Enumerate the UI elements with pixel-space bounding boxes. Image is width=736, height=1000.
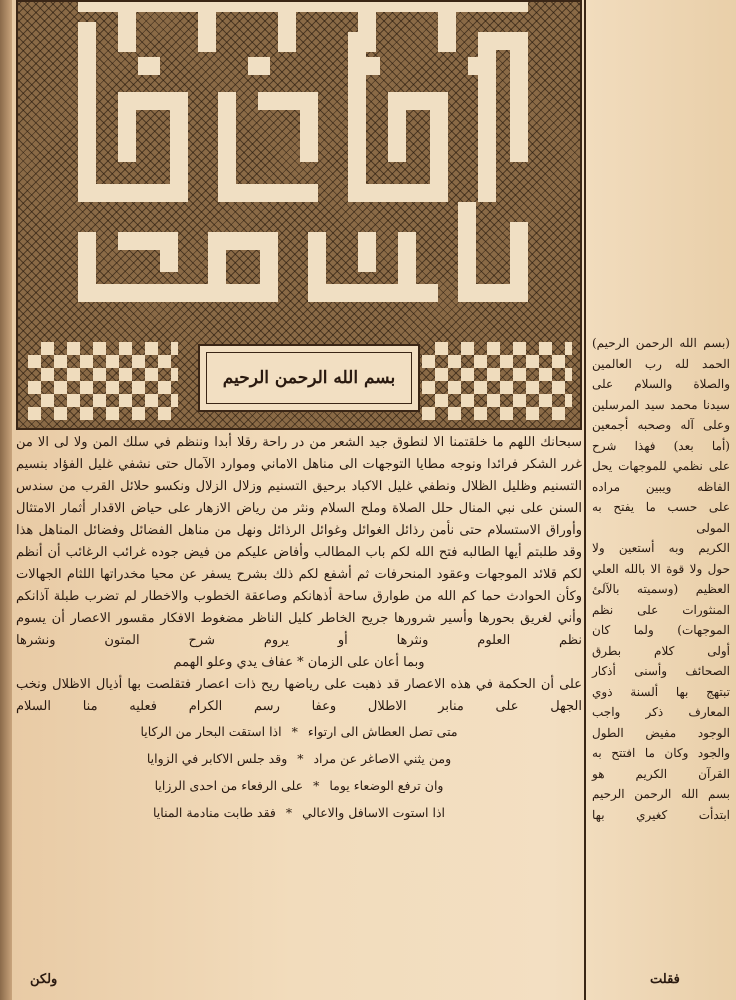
commentary-line: الكريم وبه أستعين ولا	[592, 541, 730, 555]
basmala-cartouche	[198, 344, 420, 412]
main-text-column	[16, 432, 582, 826]
commentary-line: الصحائف وأسنى أذكار	[592, 664, 730, 678]
ornamental-header	[16, 0, 582, 430]
verse-first-hemistich: ومن يثني الاصاغر عن مراد	[313, 751, 452, 766]
commentary-line: (بسم الله الرحمن الرحيم)	[592, 336, 730, 350]
verse-line	[16, 799, 582, 826]
commentary-line: العظيم (وسميته بالآلئ	[592, 582, 730, 596]
verse-separator: *	[291, 724, 298, 739]
main-paragraph-2: على أن الحكمة في هذه الاعصار قد ذهبت على رياضها ريح ذات اعصار فتقلصت بها أذيال الاظلال ونخب الجهل على منابر الاطلال وعفا رسم الكرام فعليه منا السلام	[16, 677, 582, 714]
poem-heading: وبما أعان على الزمان * عفاف يدي وعلو الهمم	[173, 655, 425, 670]
verse-line	[16, 745, 582, 772]
column-divider	[584, 0, 586, 1000]
commentary-line: (أما بعد) فهذا شرح	[592, 438, 730, 453]
verse-first-hemistich: متى تصل العطاش الى ارتواء	[307, 724, 458, 739]
kufic-calligraphy	[58, 2, 548, 312]
basmala-text: بسم الله الرحمن الرحيم	[206, 352, 412, 404]
verse-second-hemistich: فقد طابت منادمة المنايا	[153, 805, 276, 820]
verse-line	[16, 718, 582, 745]
commentary-line: والجود وكان ما افتتح به	[592, 746, 730, 760]
commentary-line: والصلاة والسلام على	[592, 377, 730, 391]
commentary-line: القرآن الكريم هو	[592, 766, 730, 781]
verse-first-hemistich: وان ترفع الوضعاء يوما	[329, 778, 444, 793]
commentary-line: الوجود مفيض الطول	[592, 725, 730, 740]
commentary-catchword: فقلت	[650, 972, 680, 987]
commentary-line: بسم الله الرحمن الرحيم	[592, 787, 730, 801]
verse-second-hemistich: اذا استقت البحار من الركايا	[140, 724, 282, 739]
commentary-line: الحمد لله رب العالمين	[592, 356, 730, 371]
checker-ornament-left	[28, 342, 178, 420]
verse-separator: *	[297, 751, 304, 766]
commentary-line: المعارف ذكر واجب	[592, 705, 730, 719]
commentary-line: سيدنا محمد سيد المرسلين	[592, 397, 730, 412]
commentary-line: على حسب ما يفتح به المولى	[592, 500, 730, 535]
verse-first-hemistich: اذا استوت الاسافل والاعالي	[302, 805, 446, 820]
commentary-line: الموجهات) ولما كان	[592, 623, 730, 637]
verse-line	[16, 772, 582, 799]
commentary-column	[592, 333, 730, 825]
commentary-line: تبتهج بها ألسنة ذوي	[592, 684, 730, 699]
commentary-line: وعلى آله وصحبه أجمعين	[592, 418, 730, 432]
commentary-line: أولى كلام بطرق	[592, 643, 730, 658]
commentary-line: حول ولا قوة الا بالله العلي	[592, 561, 730, 576]
commentary-line: الفاظه ويبين مراده	[592, 479, 730, 494]
verse-second-hemistich: على الرفعاء من احدى الرزايا	[154, 778, 304, 793]
verse-second-hemistich: وقد جلس الاكابر في الزوايا	[146, 751, 288, 766]
main-paragraph-1: سبحانك اللهم ما خلقتمنا الا لنطوق جيد الشعر من در راحة رقلا أبدا وننظم في سلك المن ولا لى الا من غرر الشكر فرائدا ونوجه مطايا التوجهات الى مناهل الاماني وموارد الآمال حتى نشفي غليل الفؤاد بنسيم التسنيم وظليل الظلال ونطفي غليل الاكباد برحيق التسنيم وزلال الزلال ونكسو حلائل القرب من سندس السنن على نبي المنال حلل الصلاة وملح السلام ونثر من رياض الازهار على حياض الاقدار أثمار الامتثال وأوراق الاستسلام حتى نأمن رذائل الغوائل وغوائل الرذائل ونهل من مناهل الفضائل وفضائل المناهل هذا وقد طلبتم أيها الطالبه فتح الله لكم باب المطالب وأفاض عليكم من فيض جوده غرائب الرغائب أن أنظم لكم قلائد الموجهات وعقود المنحرفات ثم أشفع لكم ذلك بشرح يسفر عن محيا مخدراتها اللثام الجهالات وكأن الحوادث حما كم الله من طوارق ساحة أذهانكم وصاعقة الخطوب والاخطار لم تضرب طبلة آذانكم وأني لغريق بحورها وأسير شرورها جريح الخاطر كليل الناظر مضغوط الافكار مقسور الاعصار أن يسوم نظم العلوم ونثرها أو يروم شرح المتون ونشرها	[16, 435, 582, 648]
verse-separator: *	[313, 778, 320, 793]
checker-ornament-right	[422, 342, 572, 420]
commentary-line: ابتدأت كغيري بها	[592, 807, 730, 822]
commentary-line: على نظمي للموجهات يحل	[592, 459, 730, 473]
verse-separator: *	[285, 805, 293, 820]
commentary-line: المنثورات على نظم	[592, 602, 730, 617]
book-spine-shadow	[0, 0, 12, 1000]
main-catchword: ولكن	[30, 972, 58, 987]
